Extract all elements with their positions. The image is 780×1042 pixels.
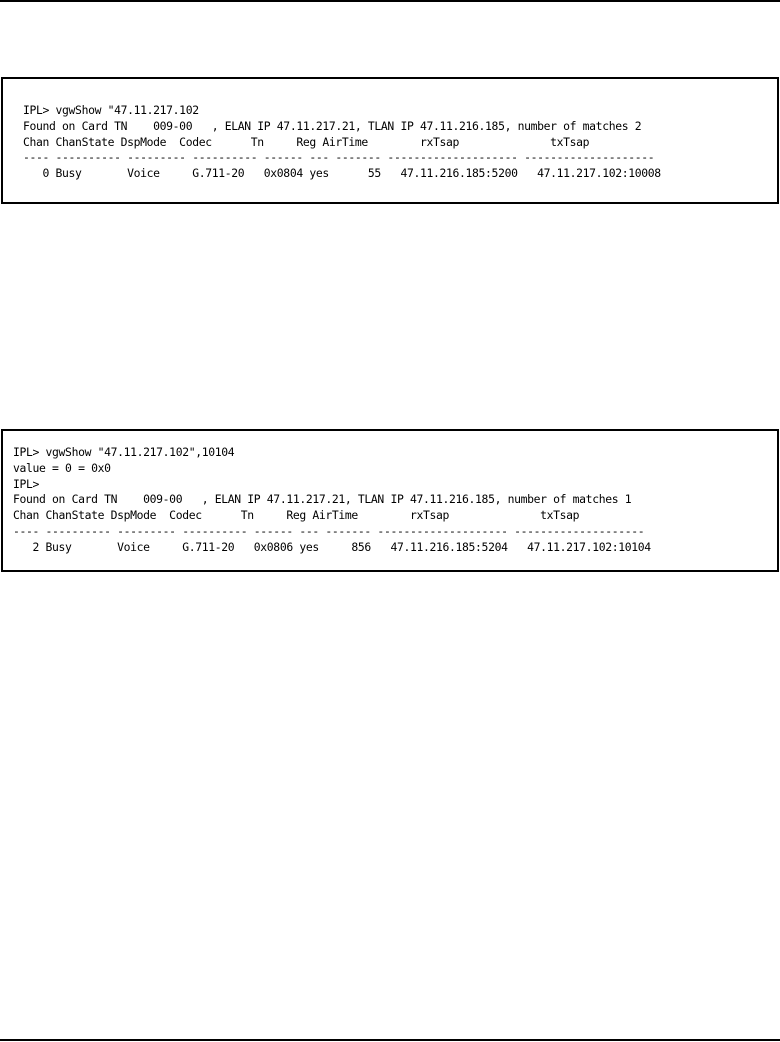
page-bottom-rule (0, 1039, 780, 1041)
console-return-value-line: value = 0 = 0x0 (13, 460, 111, 475)
page-top-rule (0, 0, 780, 2)
console-output-box-1 (1, 77, 779, 204)
console-table-separator: ---- ---------- --------- ---------- ------ --- ------- -------------------- -------------------- (13, 523, 645, 538)
console-output-box-2 (1, 429, 779, 572)
console-command-line: IPL> vgwShow "47.11.217.102 (23, 103, 199, 117)
console-prompt-line: IPL> (13, 476, 40, 491)
console-table-header: Chan ChanState DspMode Codec Tn Reg AirTime rxTsap txTsap (13, 508, 580, 523)
console-table-header: Chan ChanState DspMode Codec Tn Reg AirTime rxTsap txTsap (23, 134, 590, 149)
console-table-row: 2 Busy Voice G.711-20 0x0806 yes 856 47.11.216.185:5204 47.11.217.102:10104 (13, 539, 651, 554)
console-found-line: Found on Card TN 009-00 , ELAN IP 47.11.217.21, TLAN IP 47.11.216.185, number of matches 2 (23, 118, 642, 133)
console-command-line: IPL> vgwShow "47.11.217.102",10104 (13, 445, 235, 459)
console-table-row: 0 Busy Voice G.711-20 0x0804 yes 55 47.11.216.185:5200 47.11.217.102:10008 (23, 166, 661, 181)
console-table-separator: ---- ---------- --------- ---------- ------ --- ------- -------------------- -------------------- (23, 150, 655, 165)
console-found-line: Found on Card TN 009-00 , ELAN IP 47.11.217.21, TLAN IP 47.11.216.185, number of matches 1 (13, 492, 632, 507)
